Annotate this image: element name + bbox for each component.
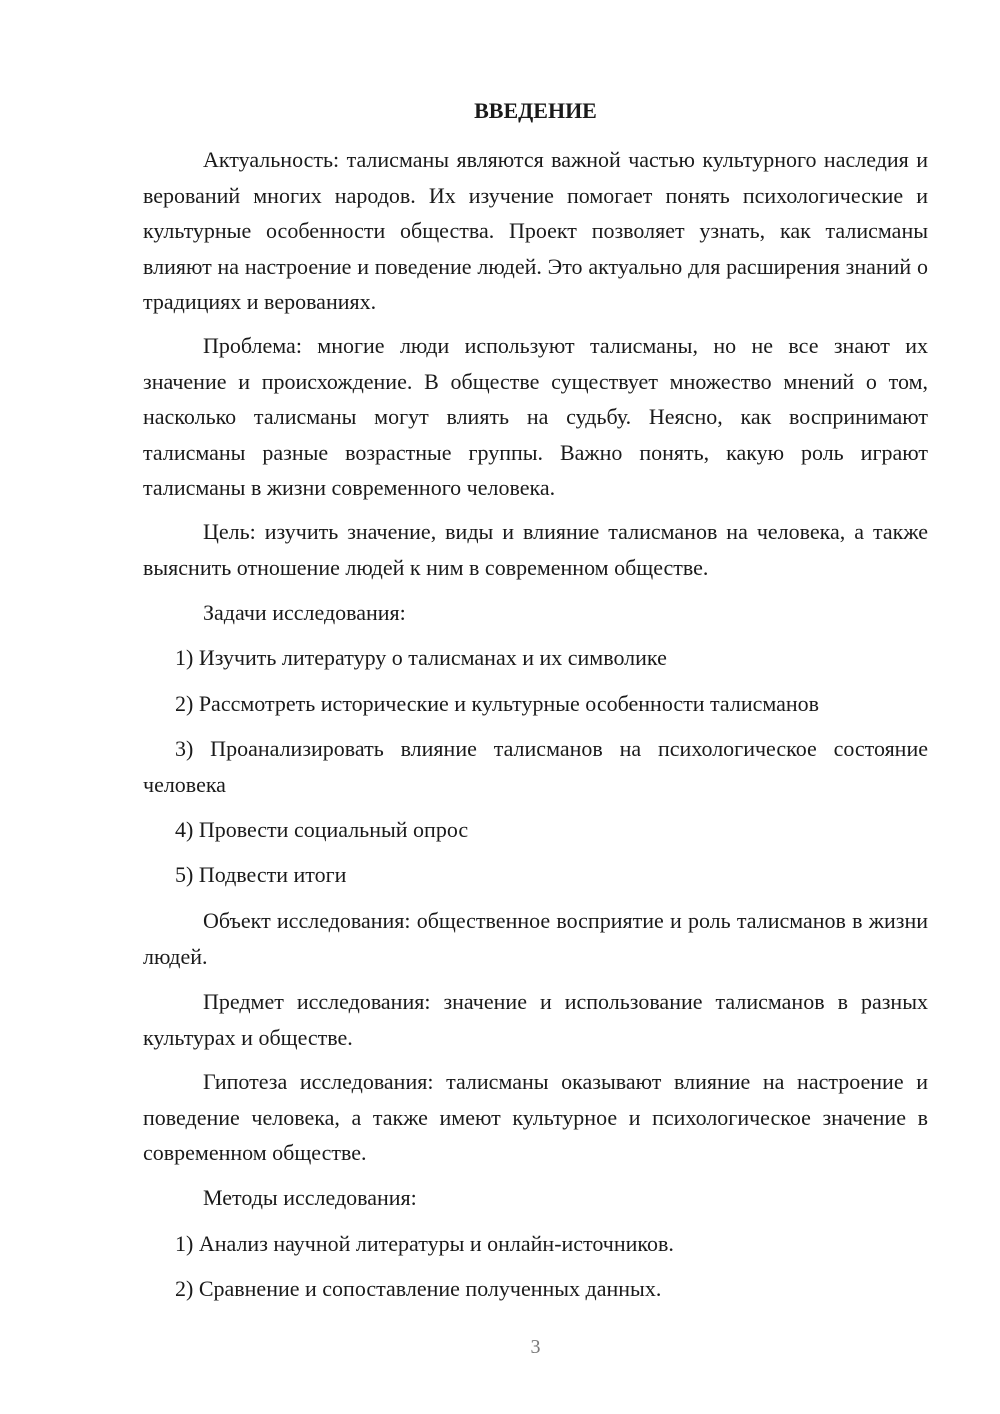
object-paragraph: Объект исследования: общественное восприятие и роль талисманов в жизни людей. [143, 908, 928, 969]
section-title: ВВЕДЕНИЕ [474, 98, 597, 123]
task-item-5: 5) Подвести итоги [175, 862, 347, 887]
tasks-heading: Задачи исследования: [203, 600, 406, 625]
task-item-1: 1) Изучить литературу о талисманах и их символике [175, 645, 667, 670]
methods-heading: Методы исследования: [203, 1185, 417, 1210]
method-item-2: 2) Сравнение и сопоставление полученных данных. [175, 1276, 662, 1301]
task-item-4: 4) Провести социальный опрос [175, 817, 469, 842]
problem-paragraph: Проблема: многие люди используют талисманы, но не все знают их значение и происхождение. В обществе существует множество мнений о том, насколько талисманы могут влиять на судьбу. Неясно, как воспринимают талисманы разные возрастные группы. Важно понять, какую роль играют талисманы в жизни современного человека. [143, 333, 928, 500]
goal-paragraph: Цель: изучить значение, виды и влияние талисманов на человека, а также выяснить отношение людей к ним в современном обществе. [143, 519, 928, 580]
subject-paragraph: Предмет исследования: значение и использование талисманов в разных культурах и обществе. [143, 989, 928, 1050]
page-number: 3 [530, 1336, 541, 1358]
method-item-1: 1) Анализ научной литературы и онлайн-источников. [175, 1231, 674, 1256]
hypothesis-paragraph: Гипотеза исследования: талисманы оказывают влияние на настроение и поведение человека, а также имеют культурное и психологическое значение в современном обществе. [143, 1069, 928, 1165]
task-item-3: 3) Проанализировать влияние талисманов на психологическое состояние человека [143, 736, 928, 797]
task-item-2: 2) Рассмотреть исторические и культурные особенности талисманов [175, 691, 820, 716]
relevance-paragraph: Актуальность: талисманы являются важной частью культурного наследия и верований многих народов. Их изучение помогает понять психологические и культурные особенности общества. Проект позволяет узнать, как талисманы влияют на настроение и поведение людей. Это актуально для расширения знаний о традициях и верованиях. [143, 147, 928, 314]
